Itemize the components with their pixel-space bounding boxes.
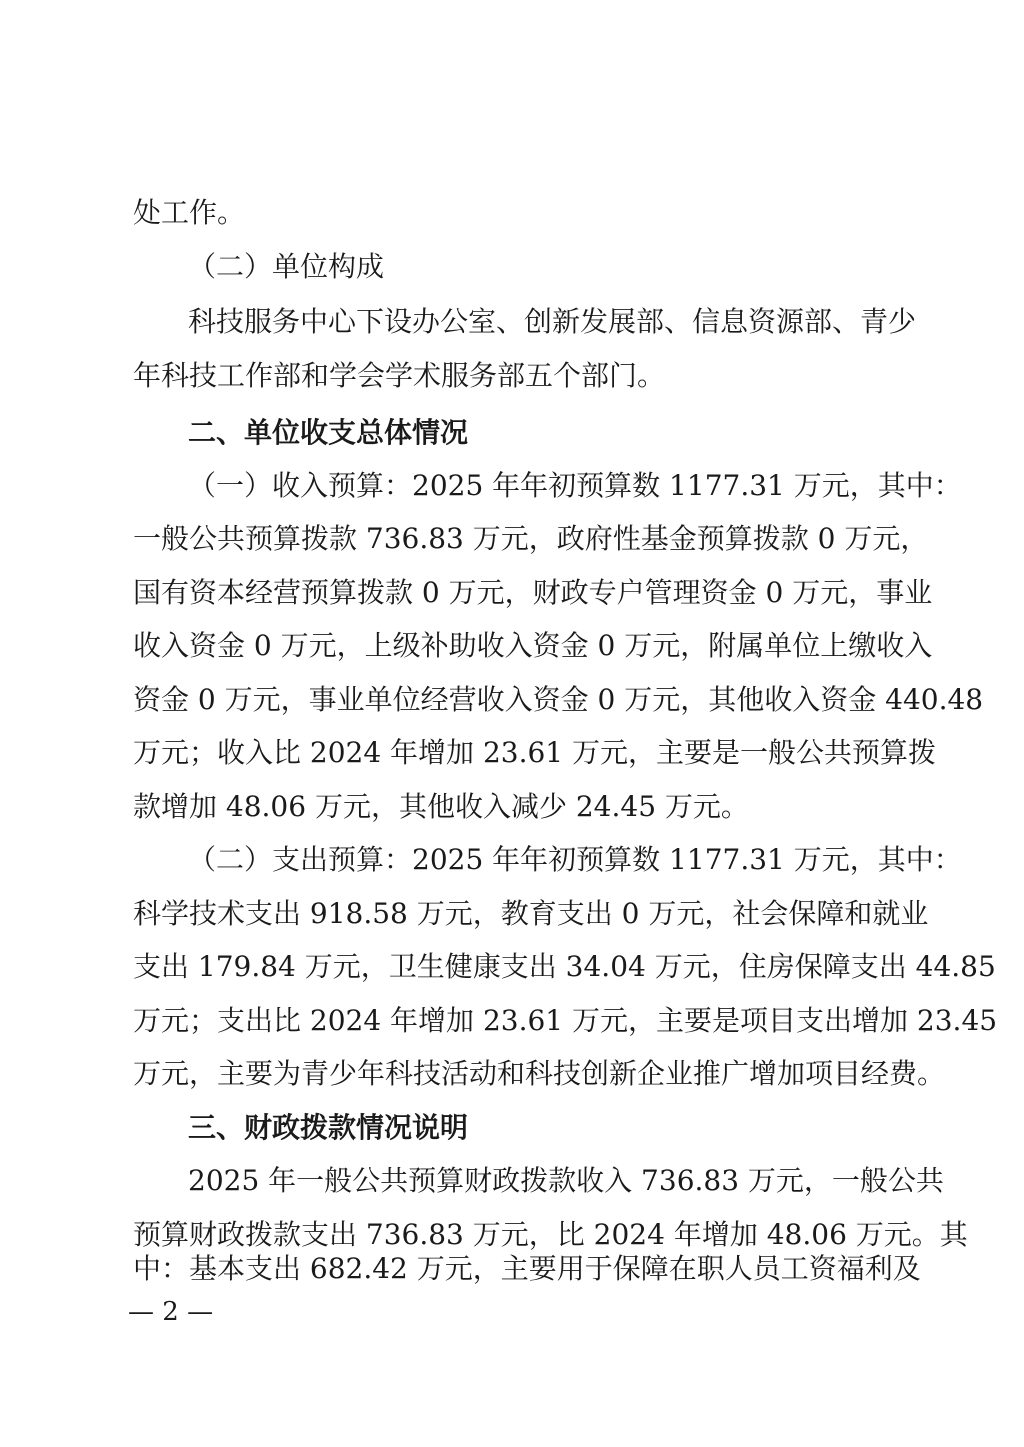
- page-number: — 2 —: [128, 1297, 214, 1327]
- paragraph-line: 年科技工作部和学会学术服务部五个部门。: [133, 359, 666, 392]
- paragraph-line: 款增加 48.06 万元，其他收入减少 24.45 万元。: [133, 790, 749, 823]
- paragraph-line: （一）收入预算：2025 年年初预算数 1177.31 万元，其中：: [188, 469, 962, 502]
- paragraph-line: 预算财政拨款支出 736.83 万元，比 2024 年增加 48.06 万元。其: [133, 1218, 968, 1251]
- paragraph-line: 万元；支出比 2024 年增加 23.61 万元，主要是项目支出增加 23.45: [133, 1004, 998, 1037]
- paragraph-line: 科学技术支出 918.58 万元，教育支出 0 万元，社会保障和就业: [133, 897, 929, 930]
- paragraph-line: 一般公共预算拨款 736.83 万元，政府性基金预算拨款 0 万元，: [133, 522, 929, 555]
- paragraph-line: 国有资本经营预算拨款 0 万元，财政专户管理资金 0 万元，事业: [133, 576, 933, 609]
- section-heading: 三、财政拨款情况说明: [188, 1111, 469, 1144]
- paragraph-line: 万元；收入比 2024 年增加 23.61 万元，主要是一般公共预算拨: [133, 736, 937, 769]
- paragraph-line: 资金 0 万元，事业单位经营收入资金 0 万元，其他收入资金 440.48: [133, 683, 984, 716]
- text-line: 处工作。: [133, 196, 246, 229]
- paragraph-line: 2025 年一般公共预算财政拨款收入 736.83 万元，一般公共: [188, 1164, 944, 1197]
- section-heading: 二、单位收支总体情况: [188, 416, 469, 449]
- paragraph-line: 支出 179.84 万元，卫生健康支出 34.04 万元，住房保障支出 44.85: [133, 950, 996, 983]
- paragraph-line: 收入资金 0 万元，上级补助收入资金 0 万元，附属单位上缴收入: [133, 629, 933, 662]
- paragraph-line: （二）支出预算：2025 年年初预算数 1177.31 万元，其中：: [188, 843, 962, 876]
- paragraph-line: 万元，主要为青少年科技活动和科技创新企业推广增加项目经费。: [133, 1057, 946, 1090]
- paragraph-line: 中：基本支出 682.42 万元，主要用于保障在职人员工资福利及: [133, 1252, 921, 1285]
- subsection-heading: （二）单位构成: [188, 250, 385, 283]
- paragraph-line: 科技服务中心下设办公室、创新发展部、信息资源部、青少: [188, 305, 917, 338]
